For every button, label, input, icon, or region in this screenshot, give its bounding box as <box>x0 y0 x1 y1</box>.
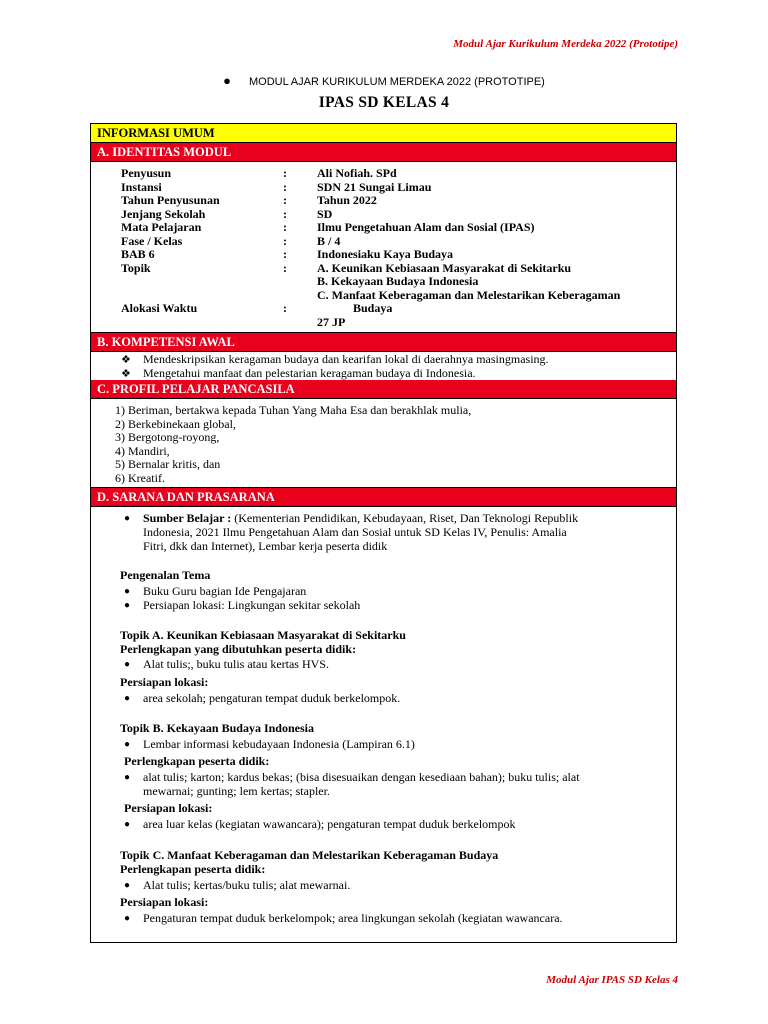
diamond-bullet-icon: ❖ <box>121 368 131 380</box>
bullet-icon: ● <box>124 913 131 924</box>
kompetensi-item: Mengetahui manfaat dan pelestarian keragaman budaya di Indonesia. <box>143 366 476 380</box>
topik-a-item: Alat tulis;, buku tulis atau kertas HVS. <box>143 657 329 671</box>
sumber-belajar-line: Indonesia, 2021 Ilmu Pengetahuan Alam dan Sosial untuk SD Kelas IV, Penulis: Amalia <box>143 525 567 539</box>
topik-b-perlengkapan: Perlengkapan peserta didik: <box>124 754 270 768</box>
bullet-icon: ● <box>124 819 131 830</box>
colon: : <box>283 206 287 221</box>
topik-c-heading: Topik C. Manfaat Keberagaman dan Melestarikan Keberagaman Budaya <box>120 848 499 862</box>
colon: : <box>283 193 287 207</box>
value-jenjang: SD <box>317 206 333 221</box>
bullet-icon: ● <box>124 739 131 750</box>
label-jenjang: Jenjang Sekolah <box>121 206 206 221</box>
modul-line <box>0 73 768 88</box>
label-penyusun: Penyusun <box>121 166 172 180</box>
topik-a-lokasi-heading: Persiapan lokasi: <box>120 675 209 689</box>
profil-item: 5) Bernalar kritis, dan <box>115 457 221 471</box>
value-mapel: Ilmu Pengetahuan Alam dan Sosial (IPAS) <box>317 220 535 234</box>
bullet-icon: ● <box>124 880 131 891</box>
value-fase: B / 4 <box>317 233 341 248</box>
colon: : <box>283 220 287 234</box>
module-table <box>90 123 677 943</box>
colon: : <box>283 233 287 248</box>
label-bab: BAB 6 <box>121 247 155 261</box>
sumber-belajar-line: Fitri, dkk dan Internet), Lembar kerja peserta didik <box>143 539 388 553</box>
topik-b-lokasi-heading: Persiapan lokasi: <box>124 801 213 815</box>
pengenalan-item: Buku Guru bagian Ide Pengajaran <box>143 584 307 598</box>
topik-a-heading: Topik A. Keunikan Kebiasaan Masyarakat di Sekitarku <box>120 628 406 642</box>
topik-b-item: Lembar informasi kebudayaan Indonesia (Lampiran 6.1) <box>143 737 415 751</box>
running-header: Modul Ajar Kurikulum Merdeka 2022 (Prototipe) <box>453 38 678 50</box>
value-tahun: Tahun 2022 <box>317 193 377 207</box>
value-topik-c-cont: Budaya <box>353 301 393 315</box>
sumber-belajar-text: (Kementerian Pendidikan, Kebudayaan, Riset, Dan Teknologi Republik <box>231 511 579 525</box>
value-bab: Indonesiaku Kaya Budaya <box>317 247 454 261</box>
label-tahun: Tahun Penyusunan <box>121 193 220 207</box>
kompetensi-item: Mendeskripsikan keragaman budaya dan kearifan lokal di daerahnya masingmasing. <box>143 352 549 366</box>
pengenalan-item: Persiapan lokasi: Lingkungan sekitar sekolah <box>143 598 361 612</box>
bullet-icon: ● <box>124 659 131 670</box>
profil-item: 4) Mandiri, <box>115 443 170 458</box>
section-profil-pancasila: C. PROFIL PELAJAR PANCASILA <box>91 380 676 399</box>
bullet-icon: ● <box>223 73 231 88</box>
section-kompetensi-awal: B. KOMPETENSI AWAL <box>91 333 676 352</box>
label-alokasi: Alokasi Waktu <box>121 301 198 315</box>
topik-c-lokasi-item: Pengaturan tempat duduk berkelompok; area lingkungan sekolah (kegiatan wawancara. <box>143 911 563 925</box>
value-topik-b: B. Kekayaan Budaya Indonesia <box>317 274 479 288</box>
modul-line-text: MODUL AJAR KURIKULUM MERDEKA 2022 (PROTOTIPE) <box>249 76 545 88</box>
bullet-icon: ● <box>124 772 131 783</box>
value-penyusun: Ali Nofiah. SPd <box>317 166 397 180</box>
profil-item: 1) Beriman, bertakwa kepada Tuhan Yang Maha Esa dan berakhlak mulia, <box>115 403 472 417</box>
topik-c-perlengkapan: Perlengkapan peserta didik: <box>120 861 266 876</box>
profil-item: 6) Kreatif. <box>115 470 165 485</box>
sumber-belajar <box>143 512 578 526</box>
value-alokasi: 27 JP <box>317 314 346 329</box>
topik-c-item: Alat tulis; kertas/buku tulis; alat mewarnai. <box>143 878 351 892</box>
label-mapel: Mata Pelajaran <box>121 220 202 234</box>
topik-b-lokasi-item: area luar kelas (kegiatan wawancara); pengaturan tempat duduk berkelompok <box>143 817 516 831</box>
topik-b-item: alat tulis; karton; kardus bekas; (bisa disesuaikan dengan kesediaan bahan); buku tulis; alat <box>143 770 580 784</box>
topik-a-lokasi-item: area sekolah; pengaturan tempat duduk berkelompok. <box>143 691 401 705</box>
section-sarana-prasarana: D. SARANA DAN PRASARANA <box>91 488 676 507</box>
value-topik-c: C. Manfaat Keberagaman dan Melestarikan Keberagaman <box>317 287 621 302</box>
colon: : <box>283 247 287 261</box>
colon: : <box>283 179 287 194</box>
colon: : <box>283 260 287 275</box>
diamond-bullet-icon: ❖ <box>121 354 131 366</box>
label-topik: Topik <box>121 260 151 275</box>
section-identitas-modul: A. IDENTITAS MODUL <box>91 143 676 162</box>
page-title: IPAS SD KELAS 4 <box>318 94 450 111</box>
colon: : <box>283 166 287 180</box>
label-fase: Fase / Kelas <box>121 233 183 248</box>
topik-a-perlengkapan: Perlengkapan yang dibutuhkan peserta didik: <box>120 641 357 656</box>
bullet-icon: ● <box>124 600 131 611</box>
section-informasi-umum: INFORMASI UMUM <box>91 124 676 143</box>
bullet-icon: ● <box>124 586 131 597</box>
topik-b-heading: Topik B. Kekayaan Budaya Indonesia <box>120 721 314 735</box>
bullet-icon: ● <box>124 693 131 704</box>
label-instansi: Instansi <box>121 179 162 194</box>
bullet-icon: ● <box>124 513 131 524</box>
value-instansi: SDN 21 Sungai Limau <box>317 179 432 194</box>
profil-item: 3) Bergotong-royong, <box>115 430 220 444</box>
topik-c-lokasi-heading: Persiapan lokasi: <box>120 895 209 909</box>
value-topik-a: A. Keunikan Kebiasaan Masyarakat di Sekitarku <box>317 260 572 275</box>
topik-b-item-cont: mewarnai; gunting; lem kertas; stapler. <box>143 784 330 798</box>
profil-item: 2) Berkebinekaan global, <box>115 416 236 431</box>
sumber-belajar-label: Sumber Belajar : <box>143 511 232 525</box>
running-footer: Modul Ajar IPAS SD Kelas 4 <box>546 974 678 986</box>
colon: : <box>283 301 287 315</box>
pengenalan-heading: Pengenalan Tema <box>120 568 211 582</box>
